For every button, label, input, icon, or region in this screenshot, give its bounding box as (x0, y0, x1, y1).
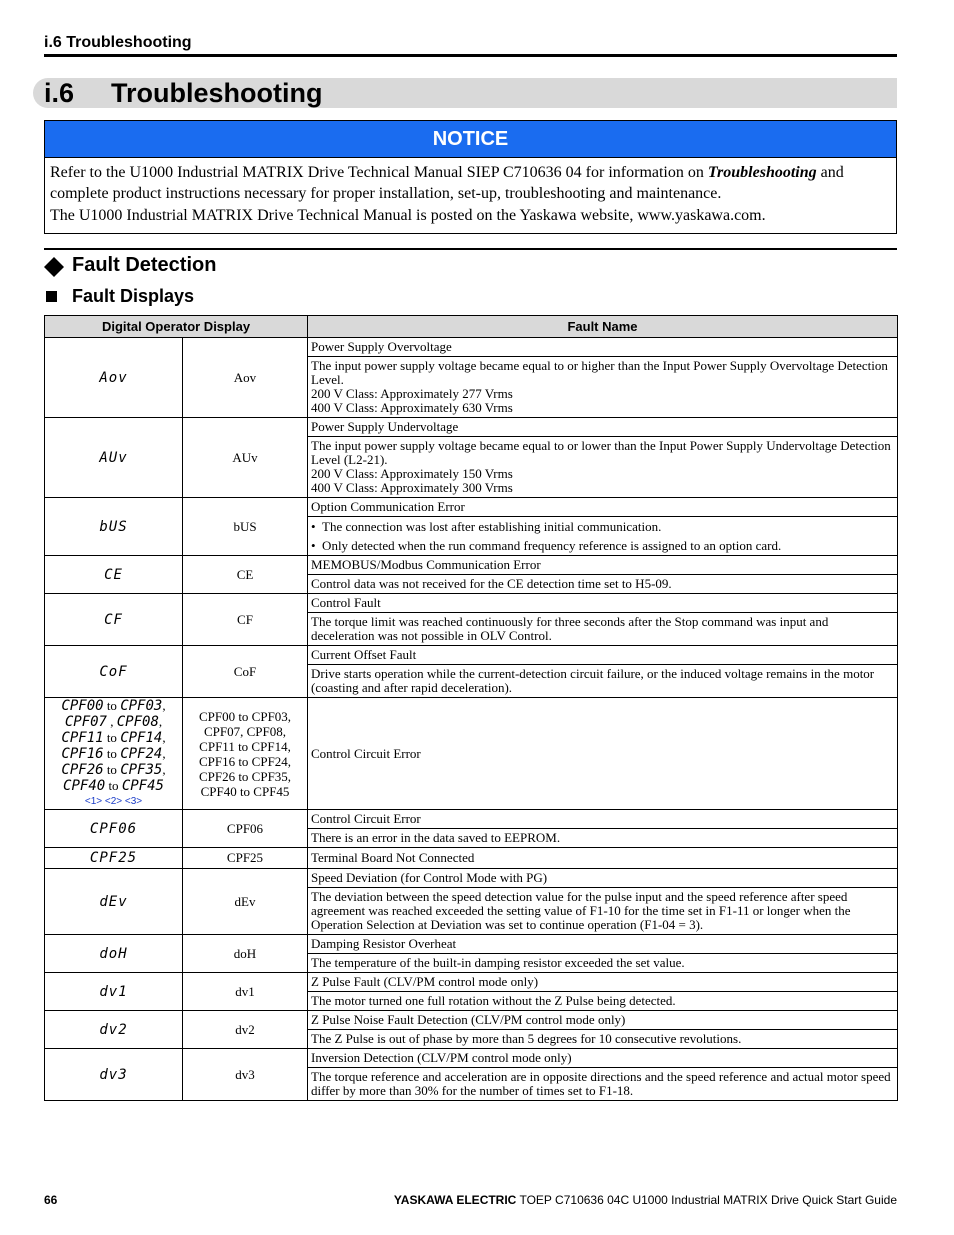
cpf-display-line (48, 762, 179, 778)
range-word: to (108, 778, 119, 793)
description-line: The torque limit was reached continuously for three seconds after the Stop command was input and deceleration was not possible in OLV Control. (311, 614, 829, 643)
fault-code-cell: CPF06 (183, 810, 308, 848)
display-code-cell (45, 1011, 183, 1049)
bullet-item: • The connection was lost after establishing initial communication. (311, 519, 662, 534)
cpf-name-line: CPF16 to CPF24, (198, 753, 292, 769)
table-row (45, 848, 898, 869)
display-code: CPF26 (61, 762, 104, 778)
fault-code-cell: CPF25 (183, 848, 308, 869)
notice-paragraph-1 (50, 162, 891, 204)
table-row (45, 1049, 898, 1068)
description-line: 400 V Class: Approximately 630 Vrms (311, 400, 513, 415)
fault-title: Damping Resistor Overheat (308, 935, 898, 954)
table-row (45, 556, 898, 575)
display-code: dEv (99, 893, 128, 910)
range-word: to (106, 730, 117, 745)
separator: , (162, 730, 166, 745)
display-code: dv1 (99, 983, 128, 1000)
description-line: Drive starts operation while the current-detection circuit failure, or the induced voltage remains in the motor (coasting and after rapid deceleration). (311, 666, 875, 695)
display-code-cell (45, 869, 183, 935)
fault-code-cell: bUS (183, 498, 308, 556)
separator: , (162, 762, 166, 777)
display-code-cell (45, 698, 183, 810)
display-code: bUS (99, 518, 128, 535)
fault-description (308, 888, 898, 935)
display-code: Aov (99, 369, 128, 386)
column-header-display: Digital Operator Display (45, 316, 308, 338)
header-rule (44, 54, 897, 57)
cpf-name-line: CPF40 to CPF45 (200, 783, 290, 799)
fault-code-cell: dv1 (183, 973, 308, 1011)
display-code: doH (99, 945, 128, 962)
fault-code-cell: Aov (183, 338, 308, 418)
notice-body (45, 158, 896, 226)
fault-title: MEMOBUS/Modbus Communication Error (308, 556, 898, 575)
table-row (45, 498, 898, 517)
table-row (45, 338, 898, 357)
table-header-row (45, 316, 898, 338)
cpf-display-list (48, 698, 179, 809)
table-row (45, 869, 898, 888)
description-line: 200 V Class: Approximately 150 Vrms (311, 466, 513, 481)
footer-brand: YASKAWA ELECTRIC (393, 1193, 517, 1207)
display-code: CPF08 (116, 714, 159, 730)
display-code: CPF06 (89, 820, 138, 837)
range-word: to (106, 746, 117, 761)
fault-title: Power Supply Undervoltage (308, 418, 898, 437)
fault-code-cell: CoF (183, 646, 308, 698)
fault-description (308, 954, 898, 973)
description-line: 200 V Class: Approximately 277 Vrms (311, 386, 513, 401)
fault-detection-heading: Fault Detection (72, 254, 217, 276)
separator: , (162, 746, 166, 761)
description-line: There is an error in the data saved to EEPROM. (311, 830, 561, 845)
fault-description (308, 665, 898, 698)
fault-title: Inversion Detection (CLV/PM control mode only) (308, 1049, 898, 1068)
fault-title: Control Circuit Error (308, 698, 898, 810)
range-word: , (110, 714, 114, 729)
subsection-rule (44, 248, 897, 250)
fault-code-cell: AUv (183, 418, 308, 498)
notice-text: and complete product instructions necessary for proper installation, set-up, troubleshooting and maintenance. (50, 164, 844, 202)
cpf-display-line (48, 746, 179, 762)
fault-title: Terminal Board Not Connected (308, 848, 898, 869)
display-code: CPF16 (61, 746, 104, 762)
range-word: to (106, 698, 117, 713)
fault-code-cell: CE (183, 556, 308, 594)
display-code-cell (45, 338, 183, 418)
separator: , (158, 714, 163, 729)
fault-title: Control Circuit Error (308, 810, 898, 829)
description-line: The input power supply voltage became equal to or lower than the Input Power Supply Undervoltage Detection Level (L2-21). (311, 438, 891, 467)
cpf-display-line (48, 730, 179, 746)
fault-description (308, 1030, 898, 1049)
display-code: CPF11 (61, 730, 104, 746)
display-code-cell (45, 594, 183, 646)
display-code: CPF40 (63, 778, 106, 794)
description-line: The input power supply voltage became equal to or higher than the Input Power Supply Overvoltage Detection Level. (311, 358, 888, 387)
fault-code-cell: dv2 (183, 1011, 308, 1049)
table-row (45, 1011, 898, 1030)
table-row (45, 418, 898, 437)
display-code: AUv (99, 449, 128, 466)
fault-title: Option Communication Error (308, 498, 898, 517)
cpf-display-line (48, 698, 179, 714)
table-row (45, 646, 898, 665)
cpf-display-line (48, 778, 179, 794)
display-code-cell (45, 935, 183, 973)
display-code-cell (45, 810, 183, 848)
notice-paragraph-2: The U1000 Industrial MATRIX Drive Technical Manual is posted on the Yaskawa website, www.yaskawa.com. (50, 207, 766, 224)
fault-table-body (45, 338, 898, 1101)
fault-title: Current Offset Fault (308, 646, 898, 665)
display-code-cell (45, 418, 183, 498)
fault-description (308, 613, 898, 646)
description-line: The deviation between the speed detection value for the pulse input and the speed reference after speed agreement was reached exceeded the setting value of F1-10 for the time set in F1-11 or longer when the Operation Selection at Deviation was set to continue operation (F1-04 = 3). (311, 889, 851, 932)
range-word: to (106, 762, 117, 777)
display-code: CF (104, 611, 123, 628)
fault-title: Speed Deviation (for Control Mode with PG) (308, 869, 898, 888)
fault-code-cell (183, 698, 308, 810)
running-head: i.6 Troubleshooting (44, 34, 192, 51)
fault-description (308, 437, 898, 498)
fault-title: Control Fault (308, 594, 898, 613)
display-code: CPF07 (64, 714, 107, 730)
footer-doc: TOEP C710636 04C U1000 Industrial MATRIX Drive Quick Start Guide (519, 1193, 897, 1207)
description-line: The temperature of the built-in damping resistor exceeded the set value. (311, 955, 685, 970)
fault-code-cell: doH (183, 935, 308, 973)
display-code: CPF03 (120, 698, 163, 714)
fault-title: Z Pulse Noise Fault Detection (CLV/PM control mode only) (308, 1011, 898, 1030)
table-row (45, 594, 898, 613)
column-header-fault-name: Fault Name (308, 316, 898, 338)
section-title: Troubleshooting (111, 78, 323, 108)
table-row (45, 935, 898, 954)
fault-title: Z Pulse Fault (CLV/PM control mode only) (308, 973, 898, 992)
table-row (45, 810, 898, 829)
cpf-name-line: CPF00 to CPF03, (198, 708, 292, 724)
table-row (45, 973, 898, 992)
fault-description (308, 357, 898, 418)
page-number: 66 (44, 1193, 58, 1207)
display-code-cell (45, 848, 183, 869)
separator: , (162, 698, 166, 713)
section-number: i.6 (44, 78, 75, 108)
fault-description (308, 1068, 898, 1101)
fault-description (308, 517, 898, 556)
display-code: dv3 (99, 1066, 128, 1083)
display-code-cell (45, 556, 183, 594)
diamond-bullet-icon (44, 257, 64, 277)
square-bullet-icon (46, 291, 57, 302)
display-code-cell (45, 1049, 183, 1101)
display-code-cell (45, 498, 183, 556)
display-code: CPF45 (121, 778, 164, 794)
display-code-cell (45, 646, 183, 698)
cpf-name-line: CPF07, CPF08, (203, 723, 286, 739)
fault-code-cell: dEv (183, 869, 308, 935)
cpf-display-line (48, 714, 179, 730)
description-line: 400 V Class: Approximately 300 Vrms (311, 480, 513, 495)
table-row (45, 698, 898, 810)
notice-label: NOTICE (45, 121, 896, 158)
description-line: The motor turned one full rotation without the Z Pulse being detected. (311, 993, 676, 1008)
fault-description (308, 992, 898, 1011)
display-code: CE (104, 566, 123, 583)
display-code: CPF00 (61, 698, 104, 714)
display-code: CPF25 (89, 850, 138, 866)
display-code: CPF24 (120, 746, 163, 762)
bullet-item: • Only detected when the run command frequency reference is assigned to an option card. (311, 538, 782, 553)
display-code-cell (45, 973, 183, 1011)
fault-code-cell: CF (183, 594, 308, 646)
description-line: Control data was not received for the CE detection time set to H5-09. (311, 576, 672, 591)
fault-code-cell: dv3 (183, 1049, 308, 1101)
description-line: The torque reference and acceleration are in opposite directions and the speed reference and actual motor speed differ by more than 30% for the number of times set to F1-18. (311, 1069, 891, 1098)
cpf-name-line: CPF26 to CPF35, (198, 768, 292, 784)
display-code: CPF35 (120, 762, 163, 778)
fault-description (308, 829, 898, 848)
cpf-name-list (186, 709, 304, 799)
fault-description (308, 575, 898, 594)
footnote-refs[interactable]: <1> <2> <3> (84, 796, 143, 807)
description-line: The Z Pulse is out of phase by more than 5 degrees for 10 consecutive revolutions. (311, 1031, 742, 1046)
footer-title (394, 1193, 897, 1207)
cpf-name-line: CPF11 to CPF14, (199, 738, 291, 754)
notice-box (44, 120, 897, 234)
display-code: dv2 (99, 1021, 128, 1038)
fault-table (44, 315, 898, 1101)
fault-title: Power Supply Overvoltage (308, 338, 898, 357)
fault-displays-heading: Fault Displays (72, 286, 195, 306)
notice-emphasis: Troubleshooting (707, 164, 817, 181)
display-code: CoF (99, 663, 128, 680)
notice-text: Refer to the U1000 Industrial MATRIX Drive Technical Manual SIEP C710636 04 for information on (50, 164, 708, 181)
display-code: CPF14 (120, 730, 163, 746)
